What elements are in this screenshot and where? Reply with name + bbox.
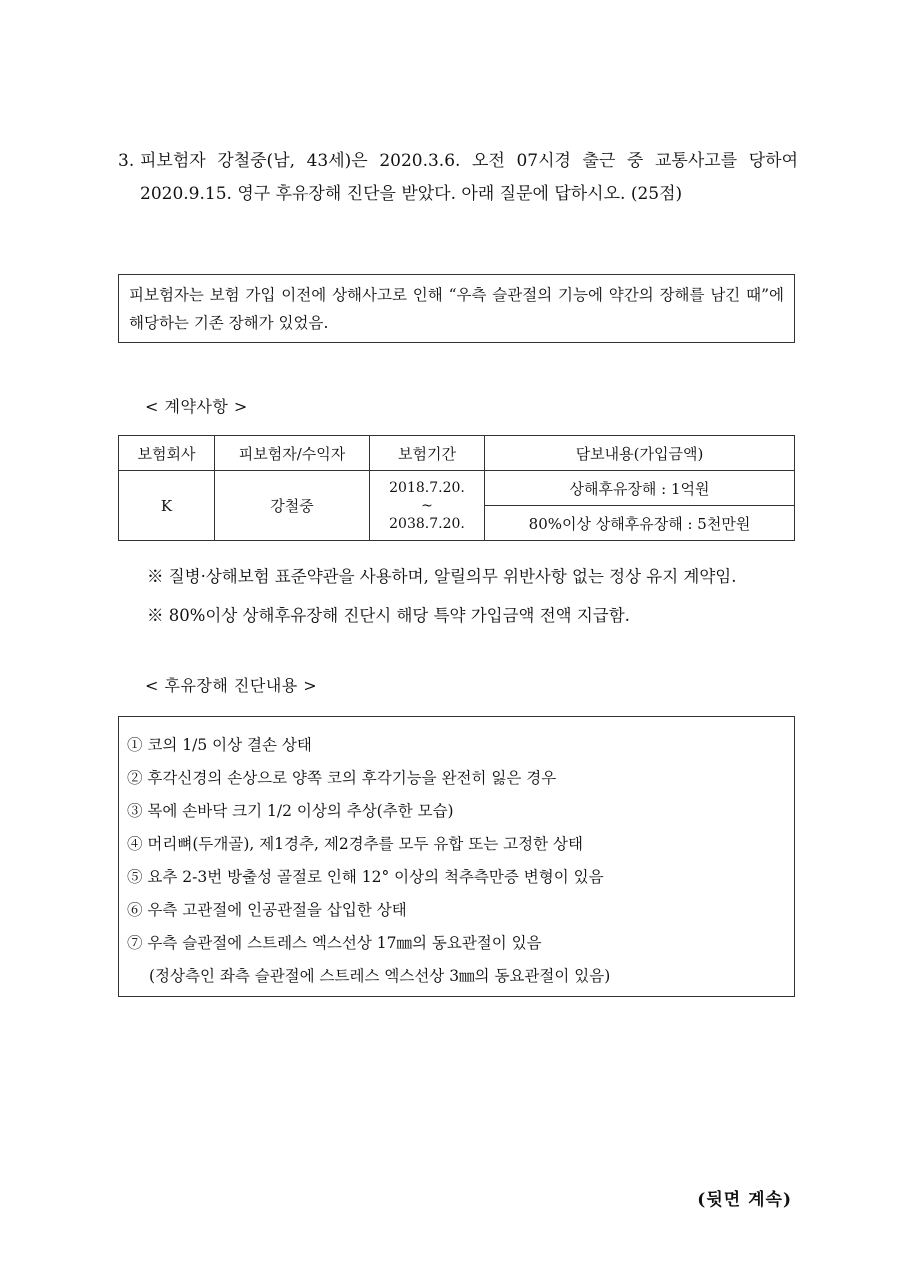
cell-insurer: K xyxy=(119,471,215,541)
contract-row xyxy=(119,471,795,506)
header-coverage: 담보내용(가입금액) xyxy=(485,436,795,471)
cell-coverage-1: 상해후유장해 : 1억원 xyxy=(485,471,795,506)
diagnosis-item: ⑦ 우측 슬관절에 스트레스 엑스선상 17㎜의 동요관절이 있음 xyxy=(127,934,542,952)
header-insured: 피보험자/수익자 xyxy=(215,436,370,471)
contract-section-title: < 계약사항 > xyxy=(145,397,248,416)
period-start: 2018.7.20. xyxy=(389,479,465,496)
diagnosis-item: ③ 목에 손바닥 크기 1/2 이상의 추상(추한 모습) xyxy=(127,802,454,820)
diagnosis-item: ④ 머리뼈(두개골), 제1경추, 제2경추를 모두 유합 또는 고정한 상태 xyxy=(127,835,583,853)
cell-insured: 강철중 xyxy=(215,471,370,541)
diagnosis-item: ② 후각신경의 손상으로 양쪽 코의 후각기능을 완전히 잃은 경우 xyxy=(127,769,557,787)
question-block xyxy=(118,145,798,211)
cell-coverage-2: 80%이상 상해후유장해 : 5천만원 xyxy=(485,506,795,541)
question-text: 피보험자 강철중(남, 43세)은 2020.3.6. 오전 07시경 출근 중 교통사고를 당하여 2020.9.15. 영구 후유장해 진단을 받았다. 아래 질문에 답하시오. (25점) xyxy=(140,151,798,204)
note-standard-terms: ※ 질병·상해보험 표준약관을 사용하며, 알릴의무 위반사항 없는 정상 유지 계약임. xyxy=(147,567,737,586)
prior-condition-text: 피보험자는 보험 가입 이전에 상해사고로 인해 “우측 슬관절의 기능에 약간의 장해를 남긴 때”에 해당하는 기존 장해가 있었음. xyxy=(129,286,784,332)
contract-table xyxy=(118,435,795,541)
diagnosis-item: ⑤ 요추 2-3번 방출성 골절로 인해 12° 이상의 척추측만증 변형이 있음 xyxy=(127,868,604,886)
note-full-payment: ※ 80%이상 상해후유장해 진단시 해당 특약 가입금액 전액 지급함. xyxy=(147,606,630,625)
prior-condition-box xyxy=(118,274,795,343)
header-period: 보험기간 xyxy=(370,436,485,471)
question-number: 3. xyxy=(118,151,135,171)
diagnosis-section-title: < 후유장해 진단내용 > xyxy=(145,676,318,695)
period-end: 2038.7.20. xyxy=(389,515,465,532)
header-insurer: 보험회사 xyxy=(119,436,215,471)
cell-period xyxy=(370,471,485,541)
period-separator: ~ xyxy=(421,497,433,514)
diagnosis-box xyxy=(118,716,795,997)
contract-header-row xyxy=(119,436,795,471)
diagnosis-sub-note: (정상측인 좌측 슬관절에 스트레스 엑스선상 3㎜의 동요관절이 있음) xyxy=(149,967,611,985)
diagnosis-item: ① 코의 1/5 이상 결손 상태 xyxy=(127,736,312,754)
continued-footer: (뒷면 계속) xyxy=(697,1190,792,1210)
diagnosis-item: ⑥ 우측 고관절에 인공관절을 삽입한 상태 xyxy=(127,901,407,919)
